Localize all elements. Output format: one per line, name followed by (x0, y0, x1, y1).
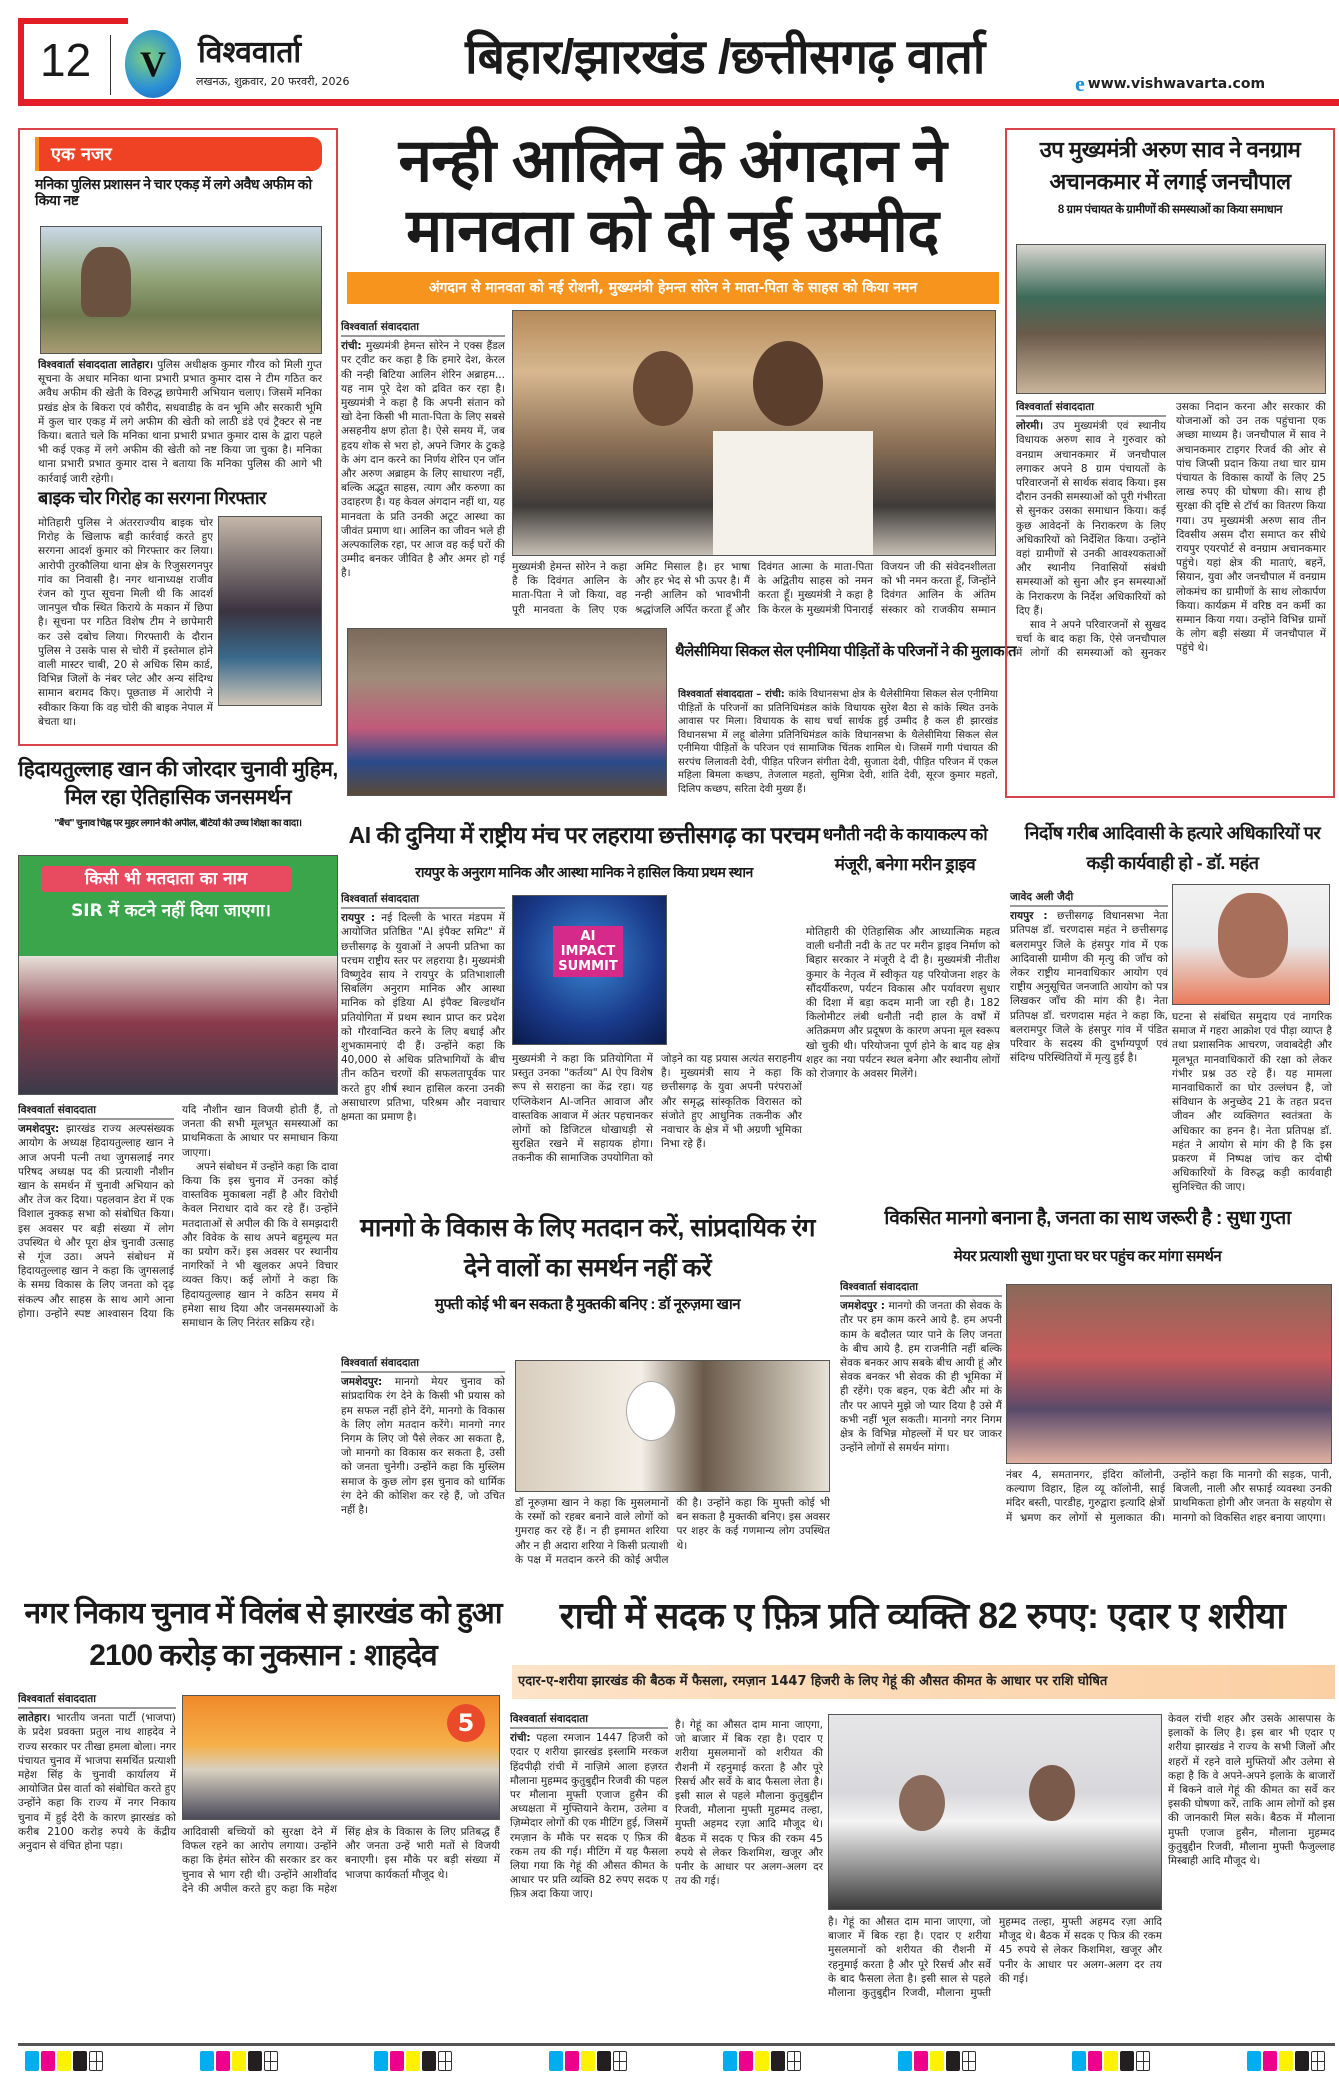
mango-press-photo (515, 1360, 830, 1492)
mahant-body-continued: घटना से संबंधित समुदाय एवं नागरिक समाज में गहरा आक्रोश एवं पीड़ा व्याप्त है तथा प्रशासनिक आचरण, जवाबदेही और मूलभूत मानवाधिकारों की रक्षा को लेकर गंभीर प्रश्न उठ रहे हैं। यह मामला मानवाधिकारों का घोर उल्लंघन है, जो संविधान के अनुच्छेद 21 के तहत प्रदत्त जीवन और व्यक्तिगत स्वतंत्रता के अधिकार का हनन है। नेता प्रतिपक्ष डॉ. महंत ने आयोग से मांग की है कि इस प्रकरण में निष्पक्ष जांच कर दोषी अधिकारियों के विरुद्ध कड़ी कार्यवाही सुनिश्चित की जाए। (1172, 1011, 1332, 1194)
ai-summit-photo: AI IMPACT SUMMIT (512, 895, 667, 1045)
campaign-banner-photo: किसी भी मतदाता का नाम SIR में कटने नहीं दिया जाएगा। (18, 855, 338, 1095)
story-headline: बाइक चोर गिरोह का सरगना गिरफ्तार (38, 488, 266, 508)
sudha-campaign-photo (1006, 1284, 1332, 1464)
story-headline: मनिका पुलिस प्रशासन ने चार एकड़ में लगे अवैध अफीम को किया नष्ट (35, 176, 312, 209)
opium-field-photo (40, 226, 322, 354)
color-swatch (200, 2051, 214, 2071)
color-swatch (914, 2051, 928, 2071)
color-swatch (390, 2051, 404, 2071)
lead-body-continued: मुख्यमंत्री हेमन्त सोरेन ने कहा है कि दिवंगत आलिन के माता-पिता ने जो किया, वह पूरी मानवता के लिए एक अमिट मिसाल है। हर भाषा और हर भेद से भी ऊपर है। मैं नन्ही आलिन को भावभीनी श्रद्धांजलि अर्पित करता हूँ और दिवंगत आत्मा के माता-पिता के अद्वितीय साहस को नमन करता हूँ। मुख्यमंत्री ने कहा है कि केरल के मुख्यमंत्री पिनाराई विजयन जी की संवेदनशीलता को भी नमन करता हूँ, जिन्होंने दिवंगत आलिन के अंतिम संस्कार को राजकीय सम्मान (512, 561, 996, 616)
mahant-headline: निर्दोष गरीब आदिवासी के हत्यारे अधिकारियों पर कड़ी कार्यवाही हो - डॉ. महंत (1024, 823, 1321, 873)
thalassemia-headline: थैलेसीमिया सिकल सेल एनीमिया पीड़ितों के परिजनों ने की मुलाकात (675, 643, 1017, 660)
sudha-body: विश्ववार्ता संवाददाता जमशेदपुर : मानगो की जनता की सेवक के तौर पर हम काम करने आये है. हम अपनी काम के बदौलत प्यार पाने के लिए जनता के बीच आये है. हम राजनीति नहीं बल्कि सेवक बनकर आप सबके बीच आयी हूं और सेवक बनकर भी सेवक की ही भूमिका में ही रहेंगे। एक बहन, एक बेटी और मां के तौर पर आपने मुझे जो प्यार दिया है उसे मैं कभी नहीं भूल सकती। मानगो नगर निगम क्षेत्र के विभिन्न मोहल्लों में घर घर जाकर उन्होंने लोगों से समर्थन मांगा। (840, 1281, 1002, 1455)
color-swatch (216, 2051, 230, 2071)
sudha-body-continued: नंबर 4, समतानगर, इंदिरा कॉलोनी, कल्याण विहार, हिल व्यू कॉलोनी, साई मंदिर बस्ती, पारडीह, गुरुद्वारा इत्यादि क्षेत्रों में भ्रमण कर लोगों से मुलाकात की। उन्होंने कहा कि मानगो की सड़क, पानी, बिजली, नाली और सफाई व्यवस्था उनकी प्राथमिकता होगी और जनता के सहयोग से मानगो को विकसित शहर बनाया जाएगा। (1006, 1469, 1332, 1524)
masthead-logo: V (125, 30, 181, 98)
shahdeo-body: विश्ववार्ता संवाददाता लातेहार। भारतीय जनता पार्टी (भाजपा) के प्रदेश प्रवक्ता प्रतुल नाथ शाहदेव ने राज्य सरकार पर तीखा हमला बोला। नगर पंचायत चुनाव में भाजपा समर्थित प्रत्याशी महेश सिंह के चुनावी कार्यालय में आयोजित प्रेस वार्ता को संबोधित करते हुए उन्होंने कहा कि राज्य में नगर निकाय चुनाव में हुई देरी के कारण झारखंड को करीब 2100 करोड़ रुपये के केंद्रीय अनुदान से वंचित होना पड़ा। (18, 1693, 176, 1853)
color-bar-group (549, 2051, 627, 2071)
ai-headline: AI की दुनिया में राष्ट्रीय मंच पर लहराया छत्तीसगढ़ का परचम (348, 822, 820, 848)
color-swatch (723, 2051, 737, 2071)
header-divider (110, 35, 111, 95)
hidaytullah-subhead: "बैंच" चुनाव चिह्न पर मुहर लगाने की अपील, बेटियों की उच्च शिक्षा का वादा। (54, 818, 302, 829)
color-swatch (374, 2051, 388, 2071)
color-swatch (755, 2051, 769, 2071)
janchaupal-photo (1016, 244, 1326, 394)
sudha-subhead: मेयर प्रत्याशी सुधा गुप्ता घर घर पहुंच कर मांगा समर्थन (953, 1248, 1222, 1265)
color-swatch (41, 2051, 55, 2071)
fitra-body-continued: है। गेहूं का औसत दाम माना जाएगा, जो बाजार में बिक रहा है। एदार ए शरीया मुसलमानों को शरीयत की रौशनी में रहनुमाई करता है और पूरे रिसर्च और सर्वे के बाद फैसला लेता है। इसी साल से पहले मौलाना कुतुबुद्दीन रिजवी, मौलाना मुफ्ती मुहम्मद तल्हा, मुफ्ती अहमद रज़ा आदि मौजूद थे। बैठक में सदक ए फित्र की रकम 45 रुपये से लेकर किशमिश, खजूर और पनीर के आधार पर अलग-अलग दर तय की गई। (675, 1719, 823, 1888)
browser-e-icon: e (1075, 71, 1085, 96)
color-swatch (1279, 2051, 1293, 2071)
fitra-body-under-photo: है। गेहूं का औसत दाम माना जाएगा, जो बाजार में बिक रहा है। एदार ए शरीया मुसलमानों को शरीयत की रौशनी में रहनुमाई करता है और पूरे रिसर्च और सर्वे के बाद फैसला लेता है। इसी साल से पहले मौलाना कुतुबुद्दीन रिजवी, मौलाना मुफ्ती मुहम्मद तल्हा, मुफ्ती अहमद रज़ा आदि मौजूद थे। बैठक में सदक ए फित्र की रकम 45 रुपये से लेकर किशमिश, खजूर और पनीर के आधार पर अलग-अलग दर तय की गई। (828, 1916, 1162, 2000)
registration-mark-icon (1136, 2051, 1150, 2071)
sudha-headline: विकसित मानगो बनाना है, जनता का साथ जरूरी है : सुधा गुप्ता (884, 1208, 1291, 1229)
color-swatch (1263, 2051, 1277, 2071)
ai-body: विश्ववार्ता संवाददाता रायपुर : नई दिल्ली के भारत मंडपम में आयोजित प्रतिष्ठित "AI इंपैक्ट समिट" में छत्तीसगढ़ के युवाओं ने अपनी प्रतिभा का परचम राष्ट्रीय स्तर पर लहराया है। मुख्यमंत्री विष्णुदेव साय ने रायपुर के प्रतिभाशाली सिबलिंग अनुराग मानिक और आस्था मानिक को इंडिया AI इंपैक्ट बिल्डथॉन प्रतियोगिता में प्रथम स्थान प्राप्त कर प्रदेश को गौरवान्वित करने के लिए बधाई और शुभकामनाएं दी हैं। उन्होंने कहा कि 40,000 से अधिक प्रतिभागियों के बीच तीन कठिन चरणों की सफलतापूर्वक पार करते हुए शीर्ष स्थान हासिल करना उनकी असाधारण प्रतिभा, परिश्रम और नवाचार क्षमता का प्रमाण है। (341, 893, 505, 1124)
cm-family-photo (512, 310, 996, 556)
color-swatch (1088, 2051, 1102, 2071)
lead-deck: अंगदान से मानवता को नई रोशनी, मुख्यमंत्री हेमन्त सोरेन ने माता-पिता के साहस को किया नमन (347, 272, 999, 304)
seized-items-photo (218, 516, 322, 706)
masthead-title: विश्ववार्ता (198, 35, 302, 70)
color-bar-group (1072, 2051, 1150, 2071)
hidaytullah-headline: हिदायतुल्लाह खान की जोरदार चुनावी मुहिम, मिल रहा ऐतिहासिक जनसमर्थन (18, 758, 338, 809)
color-swatch (739, 2051, 753, 2071)
janchaupal-subhead: 8 ग्राम पंचायत के ग्रामीणों की समस्याओं का किया समाधान (1057, 204, 1283, 216)
shahdeo-headline: नगर निकाय चुनाव में विलंब से झारखंड को हुआ 2100 करोड़ का नुकसान : शाहदेव (24, 1597, 502, 1672)
mango-subhead: मुफ्ती कोई भी बन सकता है मुक्तकी बनिए : डॉ नूरुज़मा खान (434, 1296, 741, 1313)
color-swatch (25, 2051, 39, 2071)
registration-mark-icon (89, 2051, 103, 2071)
color-swatch (771, 2051, 785, 2071)
ek-nazar-tab: एक नजर (35, 137, 322, 171)
mango-body: विश्ववार्ता संवाददाता जमशेदपुर: मानगो मेयर चुनाव को सांप्रदायिक रंग देने के किसी भी प्रयास को हम सफल नहीं होने देंगे, मानगो के विकास के लिए लोग मतदान करेंगे। मानगो नगर निगम के लिए जो पैसे लेकर आ सकता है, जो मानगो का विकास कर सकता है, उसी को जनता चुनेगी। उन्होंने कहा कि मुस्लिम समाज के कुछ लोग इस चुनाव को धार्मिक रंग देने की कोशिश कर रहे हैं, जो उचित नहीं है। (341, 1357, 505, 1517)
registration-mark-icon (438, 2051, 452, 2071)
color-swatch (597, 2051, 611, 2071)
color-swatch (565, 2051, 579, 2071)
color-bar-group (25, 2051, 103, 2071)
color-swatch (57, 2051, 71, 2071)
dhanauti-headline: धनौती नदी के कायाकल्प को मंजूरी, बनेगा मरीन ड्राइव (822, 825, 988, 874)
story-body: विश्ववार्ता संवाददाता लातेहार। पुलिस अधीक्षक कुमार गौरव को मिली गुप्त सूचना के अधार मनिका थाना प्रभारी प्रभात कुमार दास ने टीम गठित कर अवैध अफीम की खेती के विरुद्ध छापेमारी अभियान चलाए। जिसमें मनिका प्रखंड क्षेत्र के बिकरा एवं कौरीद, सधवाडीह के वन भूमि और सरकारी भूमि में कुल चार एकड़ में लगे अफीम की खेती को लाठी डंडे एवं ट्रैक्टर से नष्ट किया। बताते चले कि मनिका थाना प्रभारी प्रभात कुमार दास के द्वारा पहले भी कई एकड़ में लगे अफीम की खेती को नष्ट किया जा चुका है। मनिका थाना प्रभारी प्रभात कुमार दास ने बताया कि मनिका पुलिस की आगे भी कार्रवाई जारी रहेगी। (38, 359, 322, 485)
mahant-body: जावेद अली जैदी रायपुर : छत्तीसगढ़ विधानसभा नेता प्रतिपक्ष डॉ. चरणदास महंत ने छत्तीसगढ़ बलरामपुर जिले के हंसपुर गांव में एक आदिवासी ग्रामीण की मृत्यु की जाँच को लेकर राष्ट्रीय मानवाधिकार आयोग एवं राष्ट्रीय अनुसूचित जनजाति आयोग को पत्र लिखकर जाँच की मांग की है। नेता प्रतिपक्ष डॉ. चरणदास महंत ने कहा कि, बलरामपुर जिले के हंसपुर गांव में पंडित परिवार के सदस्य की दुर्भाग्यपूर्ण एवं संदिग्ध परिस्थितियों में मृत्यु हुई है। (1010, 891, 1168, 1065)
color-swatch (581, 2051, 595, 2071)
page-number: 12 (40, 34, 92, 86)
dateline: लखनऊ, शुक्रवार, 20 फरवरी, 2026 (196, 75, 350, 88)
mango-headline: मानगो के विकास के लिए मतदान करें, सांप्रदायिक रंग देने वालों का समर्थन नहीं करें (359, 1214, 816, 1282)
janchaupal-body: विश्ववार्ता संवाददाता लोरमी। उप मुख्यमंत्री एवं स्थानीय विधायक अरुण साव ने गुरुवार को वनग्राम अचानकमार में जनचौपाल लगाकर अपने 8 ग्राम पंचायतों के परिवारजनों से सार्थक संवाद किया। इस दौरान उनकी समस्याओं को पूरी गंभीरता से सुनकर उसका समाधान किया। कई कुछ आवेदनों के निराकरण के लिए अधिकारियों को निर्देशित किया। उन्होंने वहां ग्रामीणों से उनकी आवश्यकताओं और स्थानीय निवासियों संबंधी समस्याओं को सुना और इन समस्याओं के निराकरण के निर्देश अधिकारियों को दिए हैं। साव ने अपने परिवारजनों से सुखद चर्चा के बाद कहा कि, ऐसे जनचौपाल में लोगों की समस्याओं को सुनकर उसका निदान करना और सरकार की योजनाओं को उन तक पहुंचाना एक अच्छा माध्यम है। जनचौपाल में साव ने अचानकमार टाइगर रिजर्व की ओर से पांच जिप्सी प्रदान किया तथा चार ग्राम पंचायत के विकास कार्यों के लिए 25 लाख रुपए की घोषणा की। साथ ही सुरक्षा की दृष्टि से टॉर्च का वितरण किया गया। उप मुख्यमंत्री अरुण साव तीन दिवसीय असम दौरा समाप्त कर सीधे रायपुर एयरपोर्ट से वनग्राम अचानकमार पहुंचे। यहां क्षेत्र की माताएं, बहनें, सियान, युवा और जनचौपाल में वनग्राम लोकमंच का ग्रामीणों के साथ लोकार्पण किया। कार्यक्रम में वरिष्ठ वन कर्मी का सम्मान किया गया। उन्होंने विभिन्न ग्रामों के लोग बड़ी संख्या में जनचौपाल में पहुंचे थे। (1016, 401, 1326, 660)
color-swatch (406, 2051, 420, 2071)
registration-mark-icon (787, 2051, 801, 2071)
fitra-deck: एदार-ए-शरीया झारखंड की बैठक में फैसला, रमज़ान 1447 हिजरी के लिए गेहूं की औसत कीमत के आधार पर राशि घोषित (512, 1665, 1335, 1699)
janchaupal-headline: उप मुख्यमंत्री अरुण साव ने वनग्राम अचानकमार में लगाई जनचौपाल (1039, 137, 1301, 194)
registration-mark-icon (962, 2051, 976, 2071)
color-swatch (930, 2051, 944, 2071)
bjp-press-photo: 5 (182, 1695, 500, 1820)
thalassemia-meeting-photo (347, 628, 667, 796)
dhanauti-body: मोतिहारी की ऐतिहासिक और आध्यात्मिक महत्व वाली धनौती नदी के तट पर मरीन ड्राइव निर्माण को बिहार सरकार ने मंजूरी दे दी है। मुख्यमंत्री नीतीश कुमार के नेतृत्व में स्वीकृत यह परियोजना शहर के सौंदर्यीकरण, पर्यटन विकास और पर्यावरण सुधार की दिशा में बड़ा कदम मानी जा रही है। 182 किलोमीटर लंबी धनौती नदी हाल के वर्षों में अतिक्रमण और प्रदूषण के कारण अपना मूल स्वरूप खो चुकी थी। परियोजना पूर्ण होने के बाद यह क्षेत्र शहर का नया पर्यटन स्थल बनेगा और स्थानीय लोगों को रोजगार के अवसर मिलेंगे। (806, 926, 1000, 1081)
website-link[interactable]: e www.vishwavarta.com (1075, 71, 1266, 96)
color-bar-group (1247, 2051, 1325, 2071)
color-swatch (898, 2051, 912, 2071)
color-swatch (422, 2051, 436, 2071)
ai-body-continued: मुख्यमंत्री ने कहा कि प्रतियोगिता में प्रस्तुत उनका "कर्तव्य" AI ऐप विशेष रूप से सराहना का केंद्र रहा। यह एप्लिकेशन AI-जनित आवाज और वास्तविक आवाज में अंतर पहचानकर लोगों को डिजिटल धोखाधड़ी से सुरक्षित रखने में सहायक होगा। तकनीक की सामाजिक उपयोगिता को जोड़ने का यह प्रयास अत्यंत सराहनीय है। मुख्यमंत्री साय ने कहा कि छत्तीसगढ़ के युवा अपनी परंपराओं और समृद्ध सांस्कृतिक विरासत को संजोते हुए आधुनिक तकनीक और नवाचार के क्षेत्र में भी अग्रणी भूमिका निभा रहे हैं। (512, 1053, 802, 1165)
registration-mark-icon (1311, 2051, 1325, 2071)
lead-headline: नन्ही आलिन के अंगदान ने मानवता को दी नई उम्मीद (398, 127, 947, 264)
color-swatch (232, 2051, 246, 2071)
color-swatch (73, 2051, 87, 2071)
color-registration-strip (25, 2051, 1325, 2071)
color-swatch (1104, 2051, 1118, 2071)
story-body: मोतिहारी पुलिस ने अंतरराज्यीय बाइक चोर गिरोह के खिलाफ बड़ी कार्रवाई करते हुए सरगना आदर्श कुमार को गिरफ्तार कर लिया। आरोपी तुरकौलिया थाना क्षेत्र के रिजुसरगनपुर गांव का निवासी है। नगर थानाध्यक्ष राजीव रंजन को गुप्त सूचना मिली थी कि आदर्श जानपुल चौक स्थित किराये के मकान में छिपा है। सूचना पर गठित विशेष टीम ने छापेमारी कर उसे दबोच लिया। गिरफ्तारी के दौरान पुलिस ने उसके पास से चोरी में इस्तेमाल होने वाली मास्टर चाबी, 20 से अधिक सिम कार्ड, विभिन्न जिलों के नंबर प्लेट और अन्य संदिग्ध सामान बरामद किए। पूछताछ में आरोपी ने स्वीकार किया कि वह चोरी की बाइक नेपाल में बेचता था। (38, 517, 213, 728)
color-bar-group (374, 2051, 452, 2071)
janchaupal-heading-group (1012, 134, 1328, 217)
footer-rule (18, 2043, 1335, 2046)
mahant-portrait-photo (1172, 884, 1330, 1005)
ai-subhead: रायपुर के अनुराग मानिक और आस्था मानिक ने हासिल किया प्रथम स्थान (415, 864, 753, 880)
hidaytullah-body: विश्ववार्ता संवाददाता जमशेदपुर: झारखंड राज्य अल्पसंख्यक आयोग के अध्यक्ष हिदायतुल्लाह खान ने आज अपनी पत्नी तथा जुगसलाई नगर परिषद अध्यक्ष पद की प्रत्याशी नौशीन खान के समर्थन में चुनावी अभियान को और तेज कर दिया। पहलवान डेरा में एक विशाल नुक्कड़ सभा को संबोधित किया। इस अवसर पर बड़ी संख्या में लोग उपस्थित थे और पूरा क्षेत्र चुनावी उत्साह से गूंज उठा। अपने संबोधन में हिदायतुल्लाह खान ने कहा कि जुगसलाई के समग्र विकास के लिए जनता को दृढ़ संकल्प और साहस के साथ आगे आना होगा। उन्होंने स्पष्ट आश्वासन दिया कि यदि नौशीन खान विजयी होती हैं, तो जनता की सभी मूलभूत समस्याओं का प्राथमिकता के आधार पर समाधान किया जाएगा। अपने संबोधन में उन्होंने कहा कि दावा किया कि इस चुनाव में उनका कोई वास्तविक मुकाबला नहीं है और विरोधी केवल निराधार दावे कर रहे हैं। उन्होंने मतदाताओं से अपील की कि वे समझदारी और विवेक के साथ अपने बहुमूल्य मत का प्रयोग करें। इस अवसर पर स्थानीय नागरिकों ने भी खुलकर अपने विचार व्यक्त किए। कई लोगों ने कहा कि हिदायतुल्लाह खान ने कठिन समय में हमेशा साथ दिया और जनसमस्याओं के समाधान के लिए निरंतर सक्रिय रहे। (18, 1104, 338, 1330)
registration-mark-icon (264, 2051, 278, 2071)
color-swatch (946, 2051, 960, 2071)
color-swatch (1072, 2051, 1086, 2071)
fitra-body-right: केवल रांची शहर और उसके आसपास के इलाकों के लिए है। इस बार भी एदार ए शरीया झारखंड ने राज्य के सभी जिलों और शहरों में रहने वाले मुफ्तियों और उलेमा से कहा है कि वे अपने-अपने इलाके के बाजारों में बिकने वाले गेहूं की कीमत का सर्वे कर इसकी घोषणा करें, ताकि आम लोगों को इस की जानकारी मिल सके। बैठक में मौलाना मुफ्ती एजाज हुसैन, मौलाना मुहम्मद कुतुबुद्दीन रिजवी, मौलाना मुफ्ती फैजुल्लाह मिस्बाही आदि मौजूद थे। (1168, 1713, 1335, 1868)
mango-body-continued: डॉ नूरुज़मा खान ने कहा कि मुसलमानों के रस्मों को रहबर बनाने वाले लोगों को गुमराह कर रहे हैं। न ही इमामत शरिया और न ही अदारा शरिया ने किसी प्रत्याशी के पक्ष में मतदान करने की कोई अपील की है। उन्होंने कहा कि मुफ्ती कोई भी बन सकता है मुक्तकी बनिए। इस अवसर पर शहर के कई गणमान्य लोग उपस्थित थे। (515, 1497, 830, 1566)
registration-mark-icon (613, 2051, 627, 2071)
lead-body: विश्ववार्ता संवाददाता रांची: मुख्यमंत्री हेमन्त सोरेन ने एक्स हैंडल पर ट्वीट कर कहा है कि हमारे देश, केरल की नन्ही बिटिया आलिन शेरिन अब्राहम... यह नाम पूरे देश को द्रवित कर रहा है। मुख्यमंत्री ने कहा है कि अपनी संतान को खो देना किसी भी माता-पिता के लिए सबसे असहनीय क्षण होता है। ऐसे समय में, जब हृदय शोक से भरा हो, अपने जिगर के टुकड़े के अंग दान करने का निर्णय शेरिन एन जॉन और अरुण अब्राहम के लिए साधारण नहीं, बल्कि अद्भुत साहस, त्याग और करुणा का उदाहरण है। यह केवल अंगदान नहीं था, यह मानवता के प्रति उनकी अटूट आस्था का जीवंत प्रमाण था। आलिन का जीवन भले ही अल्पकालिक रहा, पर आज वह कई घरों की उम्मीद बनकर जीवित है और अमर हो गई है। (341, 321, 505, 580)
fitra-headline: राची में सदक ए फ़ित्र प्रति व्यक्ति 82 रुपए: एदार ए शरीया (559, 1595, 1286, 1636)
hidaytullah-heading-group (18, 756, 338, 830)
mango-heading-group (345, 1208, 830, 1313)
color-swatch (248, 2051, 262, 2071)
section-title: बिहार/झारखंड /छत्तीसगढ़ वार्ता (465, 31, 985, 84)
fitra-body: विश्ववार्ता संवाददाता रांची: पहला रमजान 1447 हिजरी को एदार ए शरीया झारखंड इस्लामि मरकज हिंदपीढ़ी रांची में नाज़िमे आला हज़रत मौलाना मुहम्मद कुतुबुद्दीन रिजवी की पहल पर मौलाना मुफ्ती एजाज हुसैन की अध्यक्षता में मुफ्तियाने केराम, उलेमा व ज़िम्मेदार लोगों की एक मीटिंग हुई, जिसमें रमज़ान के मौके पर सदक ए फ़ित्र की रकम तय की गई। मीटिंग में यह फैसला लिया गया कि गेहूं की औसत कीमत के आधार पर प्रति व्यक्ति 82 रुपए सदक ए फ़ित्र अदा किया जाए। (510, 1713, 668, 1901)
thalassemia-body: विश्ववार्ता संवाददाता – रांची: कांके विधानसभा क्षेत्र के थैलेसीमिया सिकल सेल एनीमिया पीड़ितों के परिजनों का प्रतिनिधिमंडल कांके विधायक सुरेश बैठा से कांके स्थित उनके आवास पर मिला। विधायक के साथ चर्चा सार्थक हुई उम्मीद है कल ही झारखंड विधानसभा में लहू बोलेगा प्रतिनिधिमंडल कांके विधानसभा के थैलेसीमिया सिकल सेल एनीमिया पीड़ितों के परिजन एवं सामाजिक चिंतक शामिल थे। जिसमें गागी पंचायत की सरपंच लिलावती देवी, पीड़ित परिजन संगीता देवी, सुजाता देवी, पीड़ित परिजन में एकल महिला बिमला कच्छप, तेजलाल महतो, सुमित्रा देवी, शांति देवी, सूरज कुमार महतो, दिलिप कच्छप, सरिता देवी मुख्य हैं। (678, 689, 998, 795)
color-swatch (549, 2051, 563, 2071)
color-bar-group (898, 2051, 976, 2071)
color-swatch (1247, 2051, 1261, 2071)
shahdeo-body-continued: आदिवासी बच्चियों को सुरक्षा देने में विफल रहने का आरोप लगाया। उन्होंने कहा कि हेमंत सोरेन की सरकार डर कर चुनाव से भाग रही थी। उन्होंने आशीर्वाद देने की अपील करते हुए कहा कि महेश सिंह क्षेत्र के विकास के लिए प्रतिबद्ध हैं और जनता उन्हें भारी मतों से विजयी बनाएगी। इस मौके पर बड़ी संख्या में भाजपा कार्यकर्ता मौजूद थे। (182, 1826, 500, 1895)
color-swatch (1120, 2051, 1134, 2071)
fitra-meeting-photo (828, 1714, 1162, 1910)
color-bar-group (200, 2051, 278, 2071)
color-bar-group (723, 2051, 801, 2071)
color-swatch (1295, 2051, 1309, 2071)
